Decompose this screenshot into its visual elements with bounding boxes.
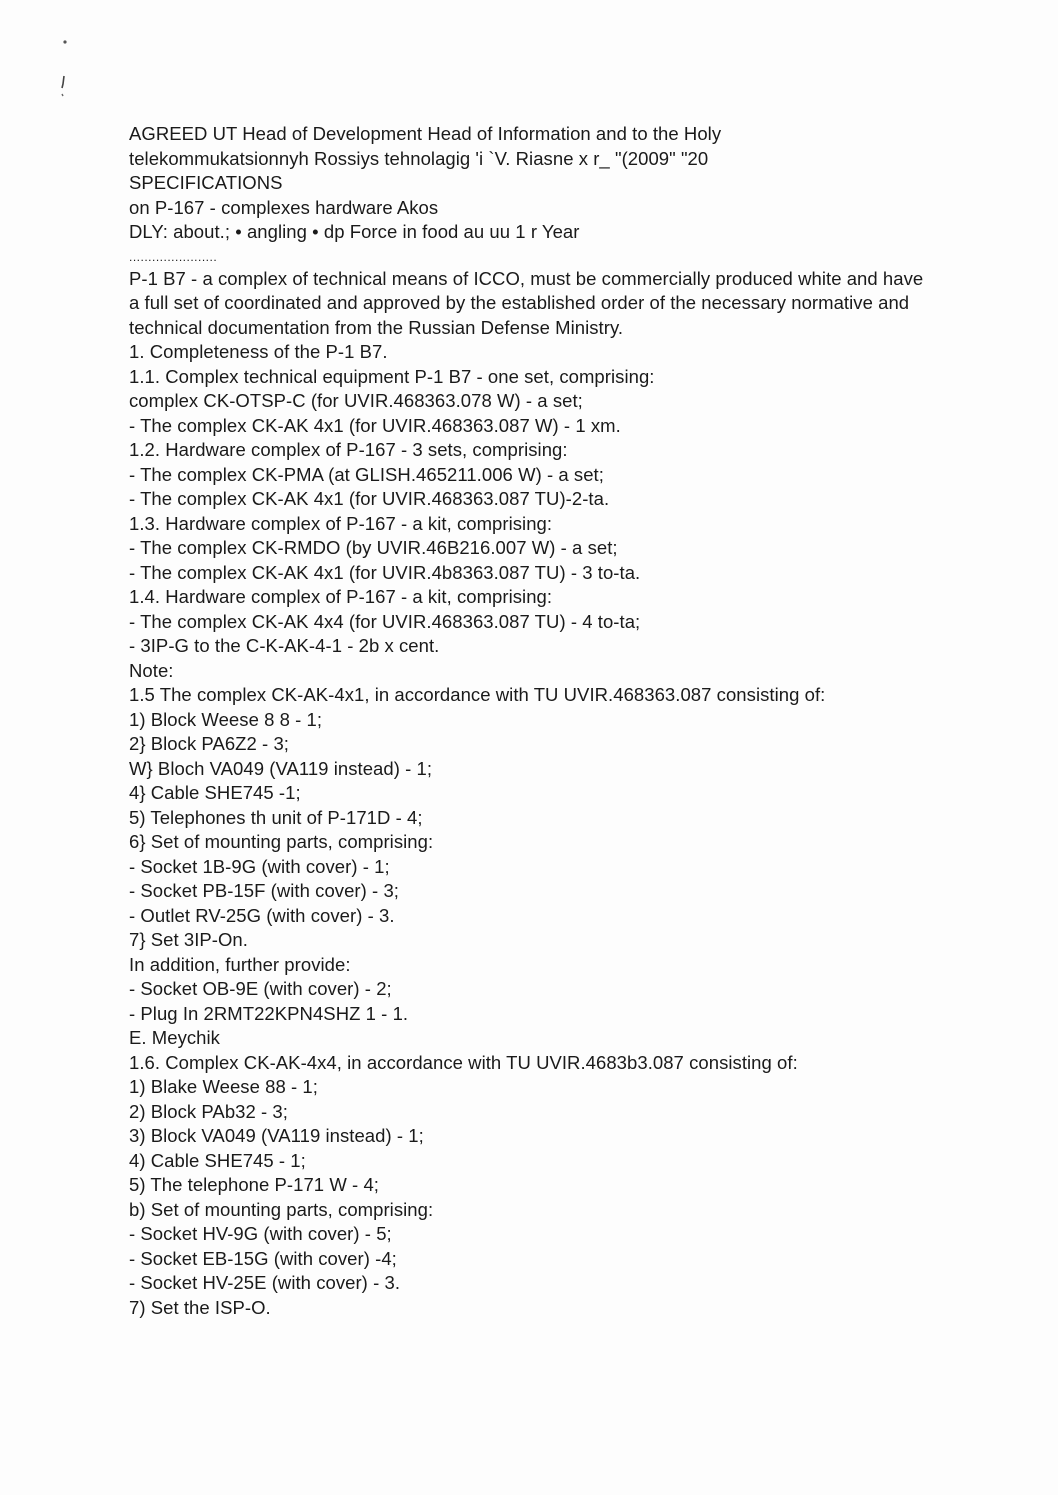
list-item: 1.1. Complex technical equipment P-1 B7 - one set, comprising: (129, 365, 655, 387)
list-item: 7) Set the ISP-O. (129, 1296, 271, 1318)
list-item: In addition, further provide: (129, 953, 351, 975)
list-item: b) Set of mounting parts, comprising: (129, 1198, 434, 1220)
list-item: 1) Blake Weese 88 - 1; (129, 1076, 318, 1097)
list-item: W} Bloch VA049 (VA119 instead) - 1; (129, 757, 433, 779)
list-item: - 3IP-G to the C-K-AK-4-1 - 2b x cent. (129, 635, 440, 656)
header-line: AGREED UT Head of Development Head of Information and to the Holy (129, 123, 722, 144)
list-item: - Socket EB-15G (with cover) -4; (129, 1247, 397, 1269)
document-title: SPECIFICATIONS (129, 172, 283, 193)
document-subtitle: on P-167 - complexes hardware Akos (129, 196, 439, 218)
specification-list (129, 340, 979, 1320)
list-item: 1.5 The complex CK-AK-4x1, in accordance with TU UVIR.468363.087 consisting of: (129, 684, 826, 705)
list-item: - Socket HV-25E (with cover) - 3. (129, 1272, 401, 1293)
list-item: 1. Completeness of the P-1 B7. (129, 341, 388, 362)
list-item: complex CK-OTSP-C (for UVIR.468363.078 W) - a set; (129, 390, 583, 411)
dotted-separator: ....................... (129, 249, 218, 264)
list-item: - The complex CK-AK 4x1 (for UVIR.468363.087 W) - 1 xm. (129, 414, 621, 436)
list-item: - Outlet RV-25G (with cover) - 3. (129, 904, 395, 926)
list-item: 1) Block Weese 8 8 - 1; (129, 708, 323, 730)
scan-artifact-mark (56, 36, 70, 106)
list-item: - The complex CK-AK 4x4 (for UVIR.468363.087 TU) - 4 to-ta; (129, 610, 641, 632)
list-item: 3) Block VA049 (VA119 instead) - 1; (129, 1125, 424, 1146)
list-item: 1.3. Hardware complex of P-167 - a kit, comprising: (129, 512, 553, 534)
header-line: DLY: about.; • angling • dp Force in food au uu 1 r Year (129, 221, 580, 242)
list-item: - Socket OB-9E (with cover) - 2; (129, 978, 392, 999)
list-item: 7} Set 3IP-On. (129, 929, 248, 950)
list-item: 1.2. Hardware complex of P-167 - 3 sets, comprising: (129, 439, 568, 460)
intro-paragraph: P-1 B7 - a complex of technical means of ICCO, must be commercially produced white and have a full set of coordinated and approved by the established order of the necessary normative and technical documentation from the Russian Defense Ministry. (129, 267, 924, 338)
list-item: 4} Cable SHE745 -1; (129, 782, 301, 803)
list-item: - The complex CK-RMDO (by UVIR.46B216.007 W) - a set; (129, 537, 618, 558)
signature-name: E. Meychik (129, 1027, 220, 1048)
list-item: - Socket PB-15F (with cover) - 3; (129, 880, 399, 901)
list-item: 5) Telephones th unit of P-171D - 4; (129, 806, 423, 828)
header-line: telekommukatsionnyh Rossiys tehnolagig 'i `V. Riasne x r_ "(2009" "20 (129, 147, 709, 169)
list-item: 2} Block PA6Z2 - 3; (129, 733, 289, 754)
list-item: 4) Cable SHE745 - 1; (129, 1149, 306, 1171)
list-item: - The complex CK-AK 4x1 (for UVIR.4b8363.087 TU) - 3 to-ta. (129, 561, 641, 583)
list-item: 2) Block PAb32 - 3; (129, 1100, 288, 1122)
list-item: - The complex CK-AK 4x1 (for UVIR.468363.087 TU)-2-ta. (129, 488, 610, 509)
note-label: Note: (129, 659, 174, 681)
list-item: - Socket HV-9G (with cover) - 5; (129, 1223, 392, 1244)
list-item: - Socket 1B-9G (with cover) - 1; (129, 855, 390, 877)
document-body (129, 122, 979, 1320)
list-item: 1.6. Complex CK-AK-4x4, in accordance with TU UVIR.4683b3.087 consisting of: (129, 1051, 798, 1073)
list-item: 6} Set of mounting parts, comprising: (129, 831, 434, 852)
list-item: - Plug In 2RMT22KPN4SHZ 1 - 1. (129, 1002, 409, 1024)
list-item: - The complex CK-PMA (at GLISH.465211.006 W) - a set; (129, 463, 604, 485)
list-item: 1.4. Hardware complex of P-167 - a kit, comprising: (129, 586, 553, 607)
list-item: 5) The telephone P-171 W - 4; (129, 1174, 379, 1195)
